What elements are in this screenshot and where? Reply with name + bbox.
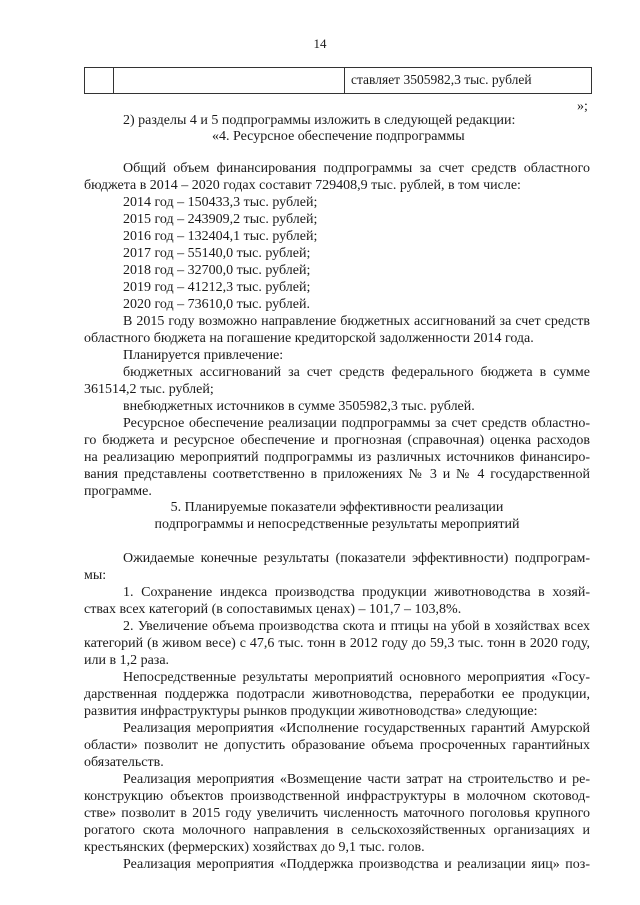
paragraph-line: на реализацию мероприятий подпрограммы из различных источников финансиро- (84, 450, 590, 465)
amendment-line: 2) разделы 4 и 5 подпрограммы изложить в следующей редакции: (123, 113, 516, 128)
table-cell-2 (113, 67, 345, 93)
paragraph-line: развития инфраструктуры рынков продукции животноводства» следующие: (84, 704, 538, 719)
paragraph-line: обязательств. (84, 755, 164, 770)
paragraph-line: программе. (84, 484, 152, 499)
paragraph-line: Ресурсное обеспечение реализации подпрограммы за счет средств областно- (123, 416, 590, 431)
paragraph-line: категорий (в живом весе) с 47,6 тыс. тонн в 2012 году до 59,3 тыс. тонн в 2020 году, (84, 636, 590, 651)
paragraph-line: го бюджета и ресурсное обеспечение и прогнозная (справочная) оценка расходов (84, 433, 590, 448)
paragraph-line: стве» позволит в 2015 году увеличить численность маточного поголовья крупного (84, 806, 590, 821)
paragraph-line: областного бюджета на погашение кредиторской задолженности 2014 года. (84, 331, 534, 346)
paragraph-line: ствах всех категорий (в сопоставимых ценах) – 101,7 – 103,8%. (84, 602, 462, 617)
paragraph-line: 361514,2 тыс. рублей; (84, 382, 214, 397)
paragraph-line: рогатого скота молочного направления в сельскохозяйственных организациях и (84, 823, 590, 838)
paragraph-line: дарственная поддержка подотрасли животноводства, переработки ее продукции, (84, 687, 590, 702)
paragraph-line: Реализация мероприятия «Возмещение части затрат на строительство и ре- (123, 772, 590, 787)
section-5-heading-line-1: 5. Планируемые показатели эффективности реализации (170, 500, 504, 515)
year-line-2015: 2015 год – 243909,2 тыс. рублей; (123, 212, 318, 227)
table-cell-3 (345, 67, 592, 93)
table-cell-3-text: ставляет 3505982,3 тыс. рублей (351, 72, 532, 87)
page-number: 14 (313, 36, 327, 51)
paragraph-line: 2. Увеличение объема производства скота и птицы на убой в хозяйствах всех (123, 619, 590, 634)
table-bottom-border (84, 93, 592, 94)
section-4-heading: «4. Ресурсное обеспечение подпрограммы (212, 129, 465, 144)
year-line-2019: 2019 год – 41212,3 тыс. рублей; (123, 280, 311, 295)
paragraph-line: или в 1,2 раза. (84, 653, 170, 668)
closing-quote: »; (577, 99, 588, 114)
paragraph-line: вания представлены соответственно в приложениях № 3 и № 4 государственной (84, 467, 590, 482)
paragraph-line: Реализация мероприятия «Поддержка производства и реализации яиц» поз- (123, 857, 590, 872)
paragraph-line: внебюджетных источников в сумме 3505982,3 тыс. рублей. (123, 399, 475, 414)
paragraph-line: конструкцию объектов производственной инфраструктуры в молочном скотовод- (84, 789, 590, 804)
year-line-2014: 2014 год – 150433,3 тыс. рублей; (123, 195, 318, 210)
paragraph-line: Непосредственные результаты мероприятий основного мероприятия «Госу- (123, 670, 590, 685)
paragraph-line: крестьянских (фермерских) хозяйствах до 9,1 тыс. голов. (84, 840, 425, 855)
paragraph-line: Планируется привлечение: (123, 348, 284, 363)
table-row (84, 67, 592, 93)
paragraph-line: В 2015 году возможно направление бюджетных ассигнований за счет средств (123, 314, 590, 329)
paragraph-line: бюджета в 2014 – 2020 годах составит 729408,9 тыс. рублей, в том числе: (84, 178, 521, 193)
year-line-2016: 2016 год – 132404,1 тыс. рублей; (123, 229, 318, 244)
paragraph-line: бюджетных ассигнований за счет средств федерального бюджета в сумме (123, 365, 590, 380)
section-5-heading-line-2: подпрограммы и непосредственные результаты мероприятий (154, 517, 520, 532)
paragraph-line: 1. Сохранение индекса производства продукции животноводства в хозяй- (123, 585, 590, 600)
paragraph-line: мы: (84, 568, 107, 583)
year-line-2018: 2018 год – 32700,0 тыс. рублей; (123, 263, 311, 278)
table-cell-1 (84, 67, 114, 93)
year-line-2017: 2017 год – 55140,0 тыс. рублей; (123, 246, 311, 261)
paragraph-line: Реализация мероприятия «Исполнение государственных гарантий Амурской (123, 721, 590, 736)
year-line-2020: 2020 год – 73610,0 тыс. рублей. (123, 297, 310, 312)
paragraph-line: Ожидаемые конечные результаты (показатели эффективности) подпрограм- (123, 551, 590, 566)
paragraph-line: области» позволит не допустить образование объема просроченных гарантийных (84, 738, 590, 753)
paragraph-line: Общий объем финансирования подпрограммы за счет средств областного (123, 161, 590, 176)
